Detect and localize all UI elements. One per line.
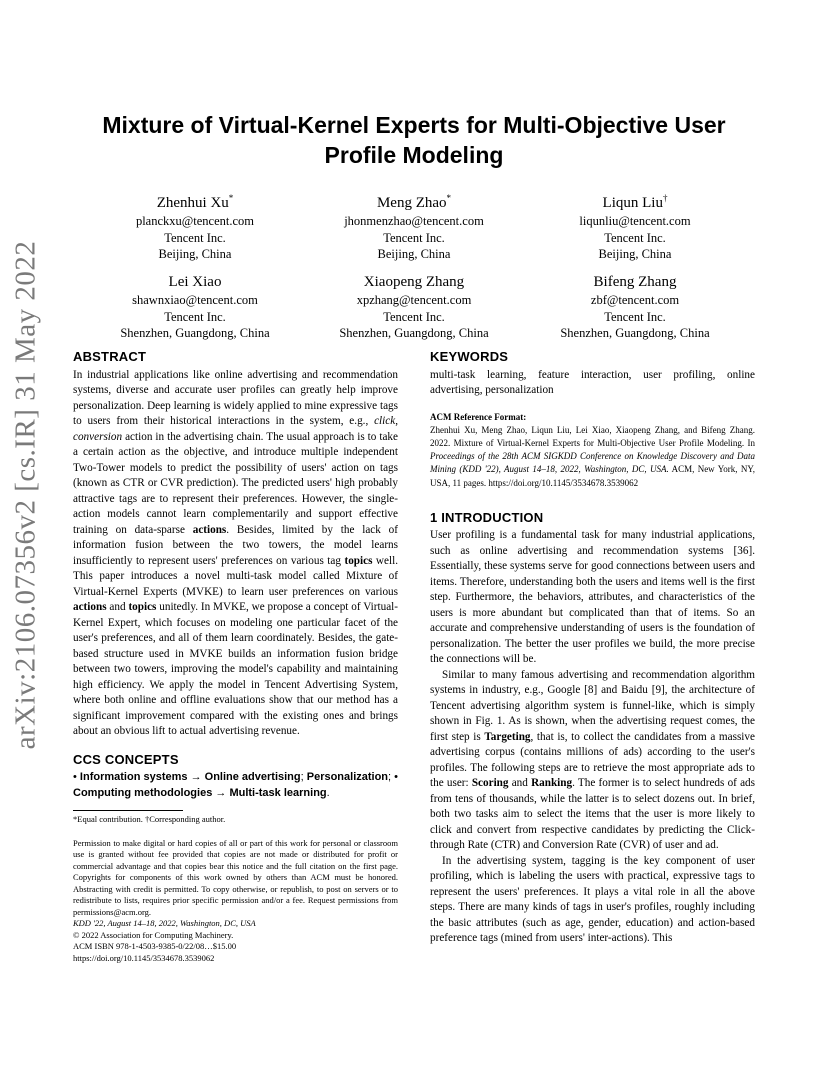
conference-line: KDD '22, August 14–18, 2022, Washington, DC, USA [73, 918, 256, 928]
author-name: Zhenhui Xu [156, 195, 229, 211]
keywords-text: multi-task learning, feature interaction, user profiling, online advertising, personalization [430, 368, 755, 396]
author-org: Tencent Inc. [604, 309, 666, 324]
arxiv-identifier: arXiv:2106.07356v2 [cs.IR] 31 May 2022 [9, 240, 42, 750]
author-location: Beijing, China [158, 247, 232, 261]
author-location: Shenzhen, Guangdong, China [120, 326, 270, 340]
title-line-2: Profile Modeling [324, 142, 504, 168]
introduction-heading: 1 INTRODUCTION [430, 509, 544, 525]
title-line-1: Mixture of Virtual-Kernel Experts for Multi-Objective User [102, 112, 726, 138]
author-block [520, 272, 750, 342]
author-mark: * [446, 193, 452, 203]
footnote: *Equal contribution. †Corresponding author. [73, 814, 226, 824]
left-column [73, 349, 398, 964]
acm-reference [430, 411, 755, 490]
author-org: Tencent Inc. [383, 230, 445, 245]
permission-text: Permission to make digital or hard copies of all or part of this work for personal or classroom use is granted without fee provided that copies are not made or distributed for profit or commercial advantage and that copies bear this notice and the full citation on the first page. Copyrights for components of this work owned by others than ACM must be honored. Abstracting with credit is permitted. To copy otherwise, or republish, to post on servers or to redistribute to lists, requires prior specific permission and/or a fee. Request permissions from permissions@acm.org. [73, 837, 398, 917]
keywords-heading: KEYWORDS [430, 349, 509, 364]
author-block [80, 272, 310, 342]
isbn-line: ACM ISBN 978-1-4503-9385-0/22/08…$15.00 [73, 941, 237, 951]
author-org: Tencent Inc. [604, 230, 666, 245]
author-mark: † [662, 193, 668, 203]
author-name: Bifeng Zhang [593, 274, 677, 290]
author-location: Shenzhen, Guangdong, China [339, 326, 489, 340]
author-mark: * [228, 193, 234, 203]
author-name: Liqun Liu [602, 195, 663, 211]
permission-block [73, 838, 398, 965]
ccs-concepts: • Information systems → Online advertising; Personalization; • Computing methodologies → Multi-task learning. [73, 771, 398, 799]
arxiv-sidebar [6, 240, 46, 750]
author-location: Shenzhen, Guangdong, China [560, 326, 710, 340]
intro-paragraph: User profiling is a fundamental task for many industrial applications, such as online advertising and recommendation systems [36]. Essentially, these systems serve for good connections between users and items. Therefore, understanding both the users and items well is the first step. Furthermore, the behaviors, attributes, and characteristics of the users is more abundant but complicated than that of items. So an accurate and comprehensive understanding of users is the foundation of personalization. The better the user profiles we build, the more precise the connections will be. [430, 529, 755, 666]
author-name: Meng Zhao [376, 195, 447, 211]
paper-title [90, 110, 738, 170]
footnote-rule [73, 810, 183, 811]
author-block [299, 193, 529, 263]
acm-reference-text: Zhenhui Xu, Meng Zhao, Liqun Liu, Lei Xiao, Xiaopeng Zhang, and Bifeng Zhang. 2022. Mixture of Virtual-Kernel Experts for Multi-Objective User Profile Modeling. In Proceedings of the 28th ACM SIGKDD Conference on Knowledge Discovery and Data Mining (KDD '22), August 14–18, 2022, Washington, DC, USA. ACM, New York, NY, USA, 11 pages. https://doi.org/10.1145/3534678.3539062 [430, 424, 755, 488]
author-email: jhonmenzhao@tencent.com [344, 214, 484, 228]
author-email: liqunliu@tencent.com [579, 214, 691, 228]
abstract-heading: ABSTRACT [73, 349, 147, 364]
doi-line: https://doi.org/10.1145/3534678.3539062 [73, 952, 215, 963]
author-org: Tencent Inc. [383, 309, 445, 324]
author-location: Beijing, China [377, 247, 451, 261]
author-location: Beijing, China [598, 247, 672, 261]
author-block [520, 193, 750, 263]
intro-paragraph: In the advertising system, tagging is the key component of user profiling, which is labeling the users with practical, expressive tags to represent the users' preferences. It plays a vital role in all the above steps. There are many kinds of tags in user's profiles, roughly including the basic attributes (such as age, gender, education) and action-based preference tags (mined from users' inter-actions). This [430, 854, 755, 945]
acm-reference-heading: ACM Reference Format: [430, 411, 527, 422]
copyright-line: © 2022 Association for Computing Machinery. [73, 929, 234, 940]
author-name: Lei Xiao [168, 274, 222, 290]
author-email: planckxu@tencent.com [135, 214, 255, 228]
right-column [430, 349, 755, 947]
author-org: Tencent Inc. [164, 230, 226, 245]
author-email: shawnxiao@tencent.com [132, 293, 258, 307]
author-email: zbf@tencent.com [590, 293, 680, 307]
intro-paragraph: Similar to many famous advertising and recommendation algorithm systems in industry, e.g., Google [8] and Baidu [9], the architecture of Tencent advertising algorithm system is funnel-like, which is simply shown in Fig. 1. As is shown, when the advertising request comes, the first step is Targeting, that is, to collect the candidates from a massive advertising corpus (contains millions of ads) according to the user's profiles. The following steps are to retrieve the most appropriate ads to the user: Scoring and Ranking. The former is to select hundreds of ads from tens of thousands, while the latter is to select dozens out. In brief, both two tasks aim to select the items that the user is more likely to click and convert from respective candidates by predicting the Click-through Rate (CTR) and Conversion Rate (CVR) of user and ad. [430, 668, 756, 852]
author-email: xpzhang@tencent.com [356, 293, 472, 307]
abstract-text: In industrial applications like online advertising and recommendation systems, diverse and accurate user profiles can greatly help improve personalization. Deep learning is widely applied to mine expressive tags to users from their historical interactions in the system, e.g., click, conversion action in the advertising chain. The usual approach is to take a certain action as the objective, and introduce multiple independent Two-Tower models to predict the possibility of users' action on tags (known as CTR or CVR prediction). The predicted users' high probably attractive tags are to represent their preferences. However, the single-action models cannot learn complementarily and support effective training on data-sparse actions. Besides, limited by the lack of information fusion between the two towers, the model learns insufficiently to represent users' preferences on various tag topics well. This paper introduces a novel multi-task model called Mixture of Virtual-Kernel Experts (MVKE) to learn user preferences on various actions and topics unitedly. In MVKE, we propose a concept of Virtual-Kernel Expert, which focuses on modeling one particular facet of the user's preferences, and all of them learn coordinately. Besides, the gate-based structure used in MVKE builds an information fusion bridge between two towers, improving the model's capability and maintaining high efficiency. We apply the model in Tencent Advertising System, where both online and offline evaluations show that our method has a significant improvement compared with the existing ones and brings about an obvious lift to actual advertising revenue. [73, 368, 398, 737]
author-block [80, 193, 310, 263]
author-block [299, 272, 529, 342]
author-org: Tencent Inc. [164, 309, 226, 324]
author-name: Xiaopeng Zhang [363, 274, 465, 290]
ccs-heading: CCS CONCEPTS [73, 751, 179, 767]
